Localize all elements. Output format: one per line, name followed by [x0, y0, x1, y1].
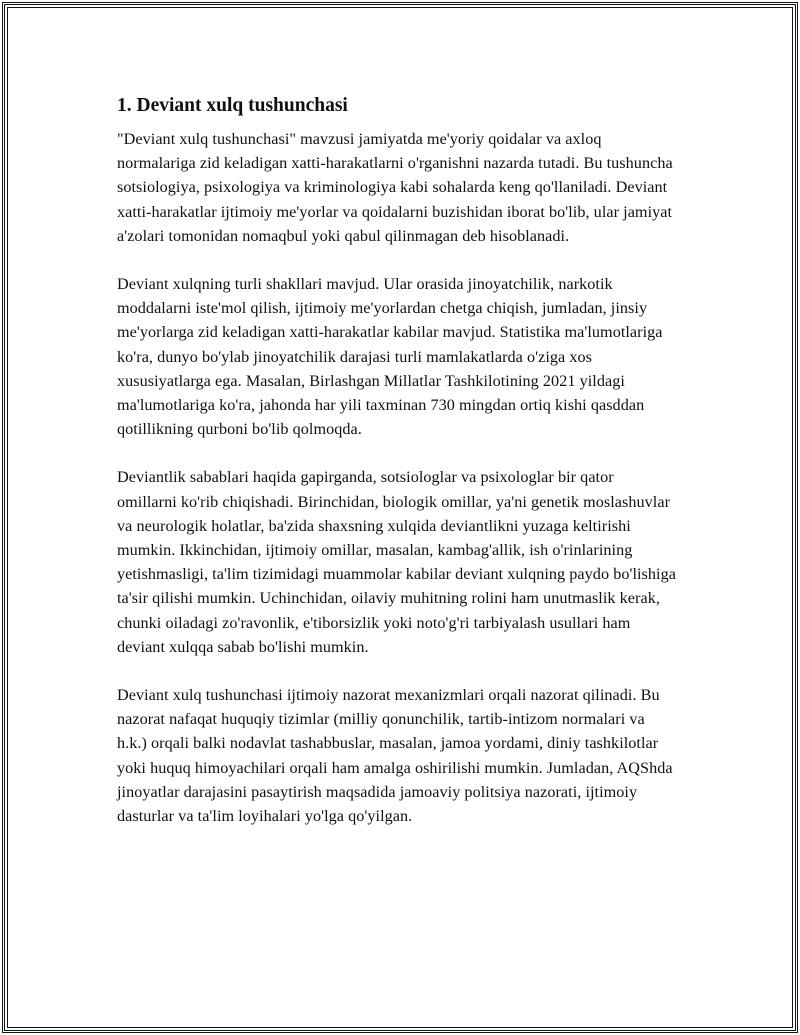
paragraph-1: "Deviant xulq tushunchasi" mavzusi jamiyatda me'yoriy qoidalar va axloq normalariga zid keladigan xatti-harakatlarni o'rganishni nazarda tutadi. Bu tushuncha sotsiologiya, psixologiya va kriminologiya kabi sohalarda keng qo'llaniladi. Deviant xatti-harakatlar ijtimoiy me'yorlar va qoidalarni buzishidan iborat bo'lib, ular jamiyat a'zolari tomonidan nomaqbul yoki qabul qilinmagan deb hisoblanadi.: [117, 130, 673, 245]
section-heading: 1. Deviant xulq tushunchasi: [117, 95, 348, 116]
paragraph-4: Deviant xulq tushunchasi ijtimoiy nazorat mexanizmlari orqali nazorat qilinadi. Bu nazorat nafaqat huquqiy tizimlar (milliy qonunchilik, tartib-intizom normalari va h.k.) orqali balki nodavlat tashabbuslar, masalan, jamoa yordami, diniy tashkilotlar yoki huquq himoyachilari orqali ham amalga oshirilishi mumkin. Jumladan, AQShda jinoyatlar darajasini pasaytirish maqsadida jamoaviy politsiya nazorati, ijtimoiy dasturlar va ta'lim loyihalari yo'lga qo'yilgan.: [117, 686, 673, 826]
paragraph-2: Deviant xulqning turli shakllari mavjud. Ular orasida jinoyatchilik, narkotik moddalarni iste'mol qilish, ijtimoiy me'yorlardan chetga chiqish, jumladan, jinsiy me'yorlarga zid keladigan xatti-harakatlar kabilar mavjud. Statistika ma'lumotlariga ko'ra, dunyo bo'ylab jinoyatchilik darajasi turli mamlakatlarda o'ziga xos xususiyatlarga ega. Masalan, Birlashgan Millatlar Tashkilotining 2021 yildagi ma'lumotlariga ko'ra, jahonda har yili taxminan 730 mingdan ortiq kishi qasddan qotillikning qurboni bo'lib qolmoqda.: [117, 275, 663, 439]
document-body: [117, 93, 677, 852]
paragraph-3: Deviantlik sabablari haqida gapirganda, sotsiologlar va psixologlar bir qator omillarni ko'rib chiqishadi. Birinchidan, biologik omillar, ya'ni genetik moslashuvlar va neurologik holatlar, ba'zida shaxsning xulqida deviantlikni yuzaga keltirishi mumkin. Ikkinchidan, ijtimoiy omillar, masalan, kambag'allik, ish o'rinlarining yetishmasligi, ta'lim tizimidagi muammolar kabilar deviant xulqning paydo bo'lishiga ta'sir qilishi mumkin. Uchinchidan, oilaviy muhitning rolini ham unutmaslik kerak, chunki oiladagi zo'ravonlik, e'tiborsizlik yoki noto'g'ri tarbiyalash usullari ham deviant xulqqa sabab bo'lishi mumkin.: [117, 468, 676, 656]
